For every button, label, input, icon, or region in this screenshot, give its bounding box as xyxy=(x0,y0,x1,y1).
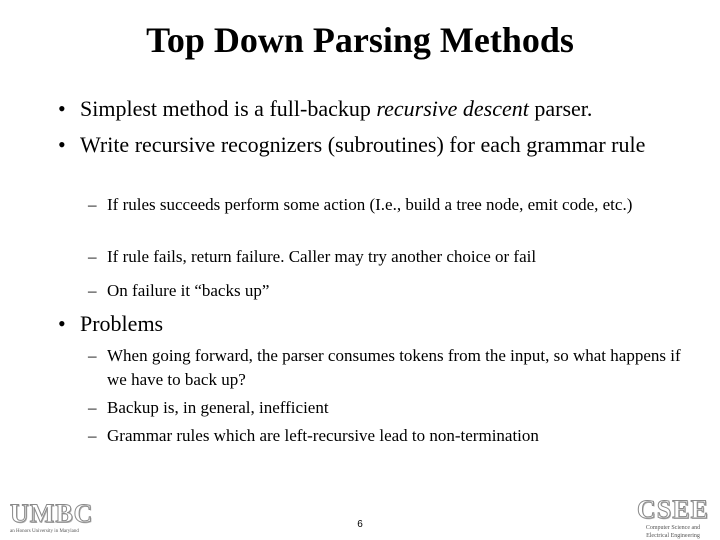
umbc-logo-text: UMBC xyxy=(10,499,94,528)
csee-logo-subtitle-2: Electrical Engineering xyxy=(646,533,700,539)
slide-title: Top Down Parsing Methods xyxy=(146,20,574,60)
sub-bullet-text: If rules succeeds perform some action (I.e., build a tree node, emit code, etc.) xyxy=(107,195,633,214)
csee-logo-text: CSEE xyxy=(637,495,709,524)
sub-bullet-rule-fails xyxy=(88,245,688,269)
bullet-text: Write recursive recognizers (subroutines) for each grammar rule xyxy=(80,132,646,157)
page-number: 6 xyxy=(357,519,363,530)
dash-marker: – xyxy=(88,426,97,445)
csee-logo xyxy=(632,496,714,540)
bullet-marker: • xyxy=(58,311,66,336)
dash-marker: – xyxy=(88,247,97,266)
bullet-text: Problems xyxy=(80,311,164,336)
dash-marker: – xyxy=(88,346,97,365)
bullet-text-emphasis: recursive descent xyxy=(376,96,529,121)
dash-marker: – xyxy=(88,281,97,300)
dash-marker: – xyxy=(88,398,97,417)
sub-bullet-text: Grammar rules which are left-recursive lead to non-termination xyxy=(107,426,539,445)
sub-bullet-text: On failure it “backs up” xyxy=(107,281,270,300)
bullet-marker: • xyxy=(58,132,66,157)
csee-logo-subtitle-1: Computer Science and xyxy=(645,525,701,531)
dash-marker: – xyxy=(88,195,97,214)
sub-bullet-text: When going forward, the parser consumes tokens from the input, so what happens if we have to back up? xyxy=(107,346,681,389)
sub-bullet-inefficient xyxy=(88,396,688,420)
sub-bullet-going-forward xyxy=(88,344,688,392)
bullet-problems xyxy=(58,310,698,338)
sub-bullet-text: Backup is, in general, inefficient xyxy=(107,398,329,417)
sub-bullet-left-recursive xyxy=(88,424,688,448)
bullet-marker: • xyxy=(58,96,66,121)
bullet-text xyxy=(80,95,698,123)
bullet-recursive-recognizers xyxy=(58,131,698,159)
bullet-text-post: parser. xyxy=(528,96,593,121)
umbc-logo xyxy=(10,500,120,535)
sub-bullet-text: If rule fails, return failure. Caller may try another choice or fail xyxy=(107,247,537,266)
bullet-recursive-descent xyxy=(58,95,698,123)
sub-bullet-rule-succeeds xyxy=(88,193,688,217)
sub-bullet-backs-up xyxy=(88,279,688,303)
bullet-text-pre: Simplest method is a full-backup xyxy=(80,96,377,121)
umbc-logo-subtitle: an Honors University in Maryland xyxy=(10,529,79,534)
